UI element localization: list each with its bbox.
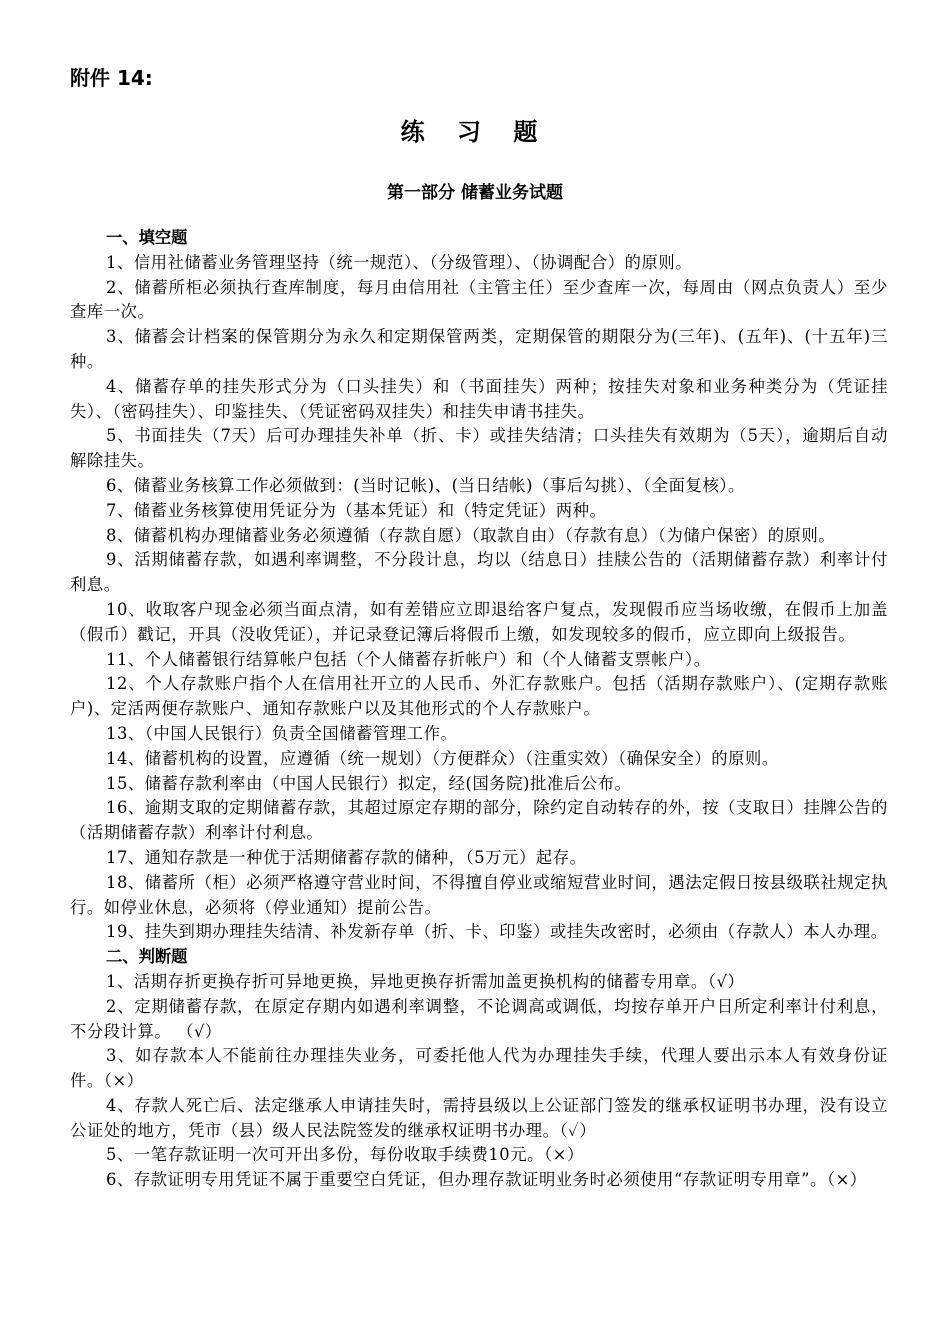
question-item: 6、存款证明专用凭证不属于重要空白凭证，但办理存款证明业务时必须使用“存款证明专用章”。（×） [106,1170,867,1190]
question-item: 5、一笔存款证明一次可开出多份，每份收取手续费10元。（×） [106,1145,584,1165]
question-item: 4、储蓄存单的挂失形式分为（口头挂失）和（书面挂失）两种；按挂失对象和业务种类分为（凭证挂失）、（密码挂失）、印鉴挂失、（凭证密码双挂失）和挂失申请书挂失。 [70,376,888,421]
question-item: 8、储蓄机构办理储蓄业务必须遵循（存款自愿）（取款自由）（存款有息）（为储户保密）的原则。 [106,525,836,545]
document-body [70,226,888,1193]
question-item: 13、（中国人民银行）负责全国储蓄管理工作。 [106,723,458,743]
question-item: 14、储蓄机构的设置，应遵循（统一规划）（方便群众）（注重实效）（确保安全）的原则。 [106,748,779,768]
question-item: 15、储蓄存款利率由（中国人民银行）拟定，经(国务院)批准后公布。 [106,773,632,793]
question-item: 6、储蓄业务核算工作必须做到：(当时记帐)、(当日结帐)（事后勾挑）、（全面复核）。 [106,475,745,495]
question-item: 10、收取客户现金必须当面点清，如有差错应立即退给客户复点，发现假币应当场收缴，在假币上加盖（假币）戳记，开具（没收凭证），并记录登记簿后将假币上缴，如发现较多的假币，应立即向上级报告。 [70,599,888,644]
question-item: 7、储蓄业务核算使用凭证分为（基本凭证）和（特定凭证）两种。 [106,500,607,520]
question-item: 16、逾期支取的定期储蓄存款，其超过原定存期的部分，除约定自动转存的外，按（支取日）挂牌公告的（活期储蓄存款）利率计付利息。 [70,798,888,843]
attachment-label: 附件 14: [70,66,153,90]
question-item: 3、如存款本人不能前往办理挂失业务，可委托他人代为办理挂失手续，代理人要出示本人有效身份证件。（×） [70,1046,888,1091]
question-item: 1、信用社储蓄业务管理坚持（统一规范）、（分级管理）、（协调配合）的原则。 [106,252,693,272]
question-item: 1、活期存折更换存折可异地更换，异地更换存折需加盖更换机构的储蓄专用章。（√） [106,971,745,991]
question-item: 18、储蓄所（柜）必须严格遵守营业时间，不得擅自停业或缩短营业时间，遇法定假日按县级联社规定执行。如停业休息，必须将（停业通知）提前公告。 [70,872,888,917]
section-heading-fill-in: 一、填空题 [106,228,188,247]
part-subtitle: 第一部分 储蓄业务试题 [387,183,563,203]
question-item: 4、存款人死亡后、法定继承人申请挂失时，需持县级以上公证部门签发的继承权证明书办理，没有设立公证处的地方，凭市（县）级人民法院签发的继承权证明书办理。（✓） [70,1095,888,1140]
question-item: 9、活期储蓄存款，如遇利率调整，不分段计息，均以（结息日）挂牍公告的（活期储蓄存款）利率计付利息。 [70,550,888,595]
question-item: 11、个人储蓄银行结算帐户包括（个人储蓄存折帐户）和（个人储蓄支票帐户）。 [106,649,711,669]
question-item: 3、储蓄会计档案的保管期分为永久和定期保管两类，定期保管的期限分为(三年)、(五年)、(十五年)三种。 [70,327,888,371]
question-item: 2、定期储蓄存款，在原定存期内如遇利率调整，不论调高或调低，均按存单开户日所定利率计付利息，不分段计算。 （√） [70,996,888,1041]
section-heading-true-false: 二、判断题 [106,947,188,967]
question-item: 19、挂失到期办理挂失结清、补发新存单（折、卡、印鉴）或挂失改密时，必须由（存款人）本人办理。 [106,922,888,942]
question-item: 17、通知存款是一种优于活期储蓄存款的储种，（5万元）起存。 [106,847,587,867]
question-item: 12、个人存款账户指个人在信用社开立的人民币、外汇存款账户。包括（活期存款账户）、(定期存款账户)、定活两便存款账户、通知存款账户以及其他形式的个人存款账户。 [70,674,888,719]
question-item: 2、储蓄所柜必须执行查库制度，每月由信用社（主管主任）至少查库一次，每周由（网点负责人）至少查库一次。 [70,277,888,322]
question-item: 5、书面挂失（7天）后可办理挂失补单（折、卡）或挂失结清；口头挂失有效期为（5天），逾期后自动解除挂失。 [70,426,888,471]
page-title: 练 习 题 [400,118,550,146]
